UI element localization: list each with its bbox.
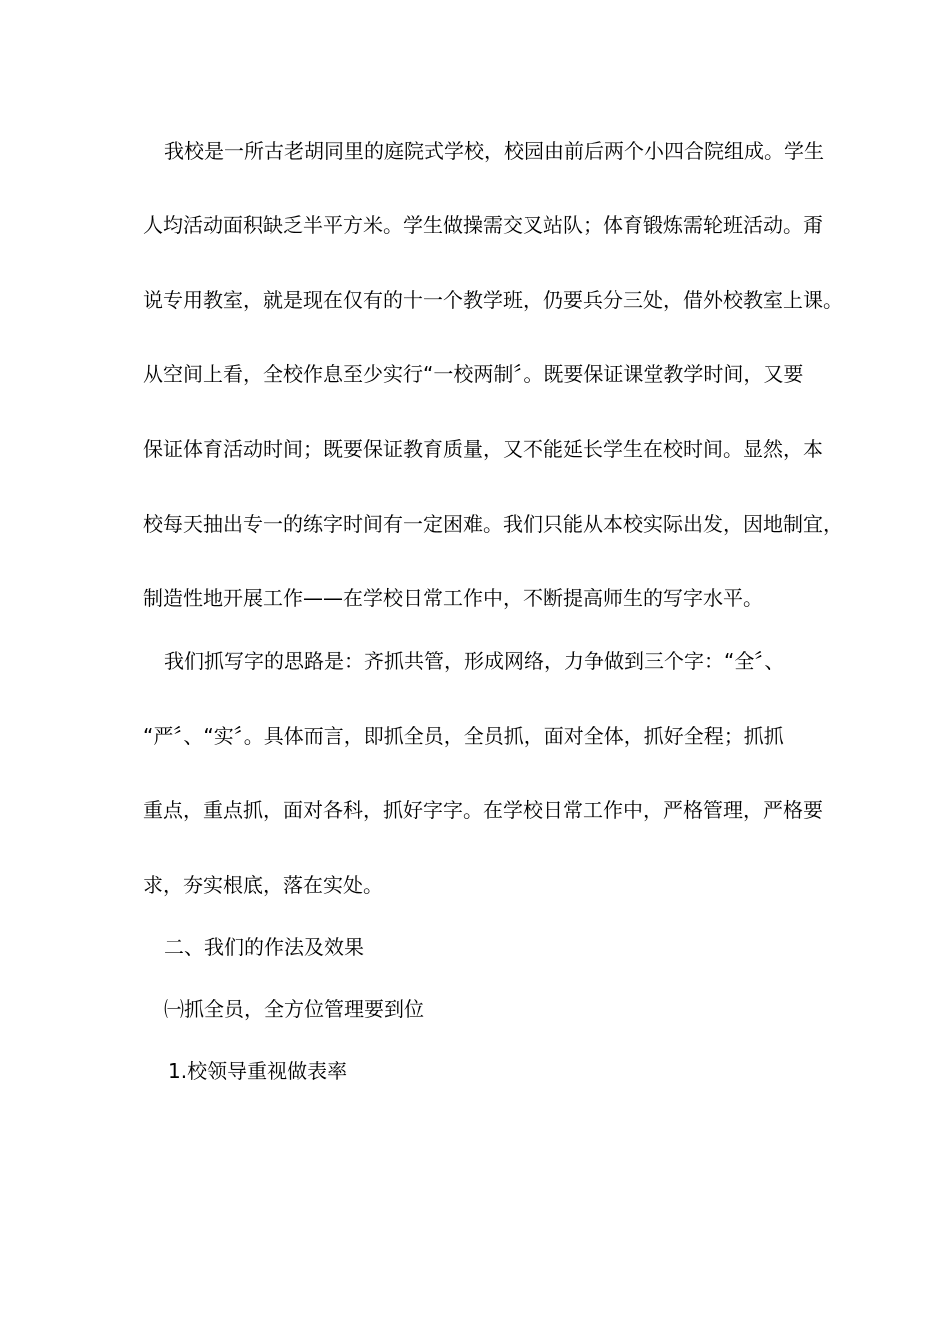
text-line: 从空间上看，全校作息至少实行“一校两制〞。既要保证课堂教学时间，又要 [143,362,804,386]
text-line: 我们抓写字的思路是：齐抓共管，形成网络，力争做到三个字：“全〞、 [164,649,785,673]
list-item-heading: 1.校领导重视做表率 [168,1059,348,1083]
text-line: 重点，重点抓，面对各科，抓好字字。在学校日常工作中，严格管理，严格要 [143,798,823,822]
subsection-heading: ㈠抓全员，全方位管理要到位 [164,997,424,1021]
text-line: 校每天抽出专一的练字时间有一定困难。我们只能从本校实际出发，因地制宜， [143,512,843,536]
text-line: 制造性地开展工作——在学校日常工作中，不断提高师生的写字水平。 [143,586,763,610]
text-line: 求，夯实根底，落在实处。 [143,873,383,897]
text-line: 保证体育活动时间；既要保证教育质量，又不能延长学生在校时间。显然，本 [143,437,823,461]
text-line: 人均活动面积缺乏半平方米。学生做操需交叉站队；体育锻炼需轮班活动。甭 [143,213,823,237]
text-line: 说专用教室，就是现在仅有的十一个教学班，仍要兵分三处，借外校教室上课。 [143,288,843,312]
text-line: 我校是一所古老胡同里的庭院式学校，校园由前后两个小四合院组成。学生 [164,139,824,163]
text-line: “严〞、“实〞。具体而言，即抓全员，全员抓，面对全体，抓好全程；抓抓 [143,724,784,748]
section-heading: 二、我们的作法及效果 [164,935,364,959]
